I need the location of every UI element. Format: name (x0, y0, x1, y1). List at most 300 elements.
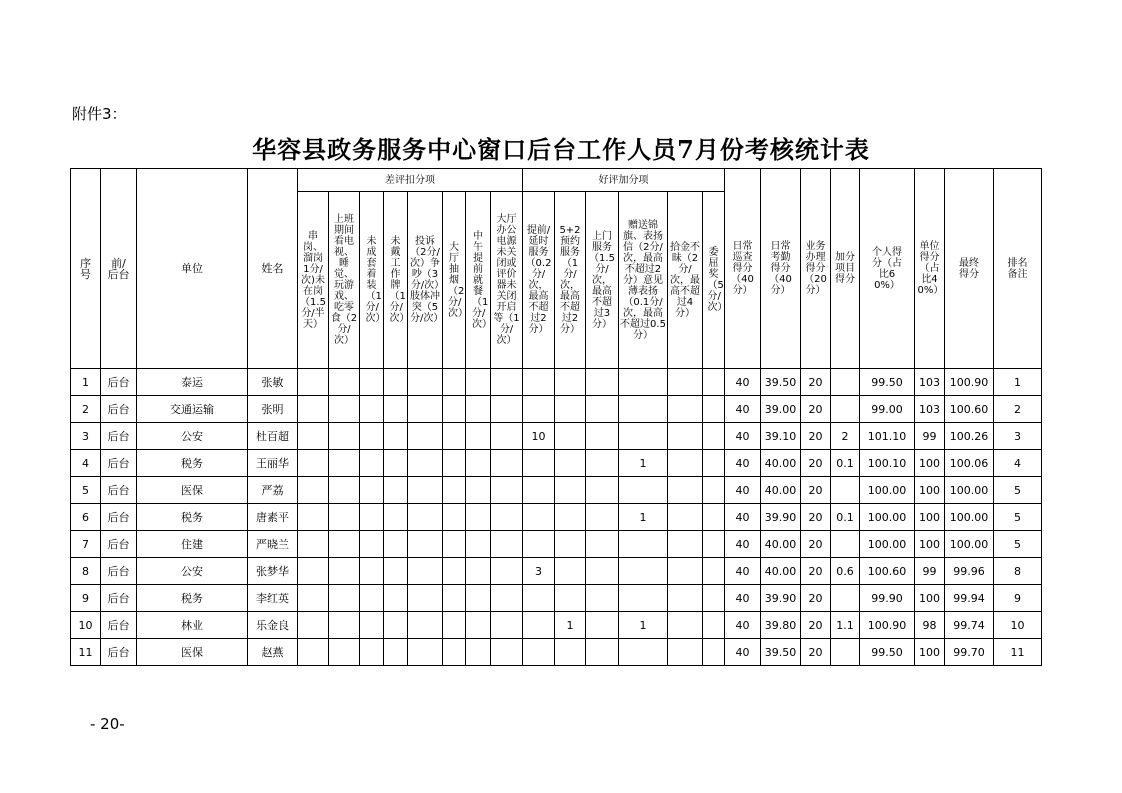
cell-attendance: 39.80 (761, 612, 801, 639)
cell-rank: 1 (994, 369, 1042, 396)
cell-name: 乐金良 (248, 612, 298, 639)
cell-deduct (443, 423, 466, 450)
cell-bonus-score (831, 531, 860, 558)
cell-bonus-banner (619, 531, 668, 558)
cell-bonus-grievance (703, 639, 725, 666)
cell-bonus-banner (619, 585, 668, 612)
cell-bonus-honesty (668, 585, 703, 612)
cell-front-back: 后台 (101, 558, 137, 585)
cell-unit-score: 100 (915, 477, 945, 504)
header-bonus-item: 赠送锦旗、表扬信（2分/次，最高不超过2分）意见薄表扬（0.1分/次，最高不超过0.5分） (619, 192, 668, 369)
cell-final: 99.96 (945, 558, 994, 585)
cell-front-back: 后台 (101, 639, 137, 666)
cell-bonus-score (831, 639, 860, 666)
cell-business: 20 (801, 639, 831, 666)
cell-deduct (298, 639, 329, 666)
cell-front-back: 后台 (101, 450, 137, 477)
cell-bonus-grievance (703, 396, 725, 423)
cell-bonus-score: 0.1 (831, 450, 860, 477)
table-row (71, 369, 1042, 396)
cell-name: 唐素平 (248, 504, 298, 531)
cell-deduct (408, 369, 443, 396)
header-name: 姓名 (248, 169, 298, 369)
table-row (71, 558, 1042, 585)
header-bonus-item: 上门服务（1.5分/次，最高不超过3分） (586, 192, 619, 369)
cell-bonus-score: 0.1 (831, 504, 860, 531)
header-bonus-item: 委屈奖（5分/次） (703, 192, 725, 369)
assessment-table (70, 168, 1042, 666)
cell-unit-score: 98 (915, 612, 945, 639)
cell-deduct (466, 558, 491, 585)
cell-deduct (298, 612, 329, 639)
header-bonus-item: 拾金不昧（2分/次，最高不超过4分） (668, 192, 703, 369)
cell-deduct (360, 585, 384, 612)
table-row (71, 612, 1042, 639)
header-rank: 排名备注 (994, 169, 1042, 369)
header-deduct-item: 串岗、溜岗1分/次)未在岗（1.5分/半天） (298, 192, 329, 369)
cell-deduct (360, 450, 384, 477)
cell-deduct (408, 477, 443, 504)
cell-bonus-appointment: 1 (555, 612, 586, 639)
cell-bonus-early-late (523, 639, 555, 666)
cell-bonus-honesty (668, 477, 703, 504)
cell-seq: 11 (71, 639, 101, 666)
cell-bonus-home (586, 396, 619, 423)
cell-deduct (329, 558, 360, 585)
cell-bonus-score (831, 369, 860, 396)
cell-deduct (360, 396, 384, 423)
cell-bonus-honesty (668, 558, 703, 585)
header-deduct-item: 大厅办公电源未关闭或评价器未关闭开启等（1分/次） (491, 192, 523, 369)
cell-bonus-home (586, 369, 619, 396)
cell-bonus-early-late (523, 531, 555, 558)
cell-deduct (408, 423, 443, 450)
cell-bonus-banner: 1 (619, 612, 668, 639)
cell-bonus-early-late (523, 450, 555, 477)
cell-bonus-home (586, 423, 619, 450)
cell-deduct (443, 558, 466, 585)
cell-deduct (491, 369, 523, 396)
cell-deduct (384, 612, 408, 639)
cell-final: 100.00 (945, 477, 994, 504)
cell-deduct (384, 369, 408, 396)
cell-bonus-early-late: 3 (523, 558, 555, 585)
cell-deduct (329, 612, 360, 639)
cell-deduct (360, 423, 384, 450)
cell-deduct (408, 531, 443, 558)
header-deduct-item: 中午提前就餐（1分/次） (466, 192, 491, 369)
cell-seq: 9 (71, 585, 101, 612)
cell-unit: 医保 (137, 477, 248, 504)
cell-unit: 医保 (137, 639, 248, 666)
cell-seq: 10 (71, 612, 101, 639)
cell-name: 赵燕 (248, 639, 298, 666)
cell-patrol: 40 (725, 450, 761, 477)
cell-final: 99.74 (945, 612, 994, 639)
header-bonus-score: 加分项目得分 (831, 169, 860, 369)
header-unit-score: 单位得分（占比40%） (915, 169, 945, 369)
cell-personal: 101.10 (860, 423, 915, 450)
cell-deduct (408, 639, 443, 666)
cell-patrol: 40 (725, 639, 761, 666)
cell-deduct (329, 423, 360, 450)
cell-deduct (466, 585, 491, 612)
cell-patrol: 40 (725, 585, 761, 612)
cell-bonus-banner (619, 558, 668, 585)
cell-deduct (360, 531, 384, 558)
cell-deduct (408, 504, 443, 531)
cell-bonus-honesty (668, 396, 703, 423)
cell-deduct (443, 504, 466, 531)
cell-bonus-banner (619, 423, 668, 450)
cell-bonus-score (831, 477, 860, 504)
table-row (71, 450, 1042, 477)
cell-unit: 税务 (137, 585, 248, 612)
header-deduct-item: 大厅抽烟（2分/次） (443, 192, 466, 369)
cell-bonus-home (586, 612, 619, 639)
cell-personal: 100.60 (860, 558, 915, 585)
cell-personal: 99.00 (860, 396, 915, 423)
cell-patrol: 40 (725, 369, 761, 396)
cell-deduct (384, 639, 408, 666)
cell-front-back: 后台 (101, 477, 137, 504)
cell-deduct (360, 639, 384, 666)
cell-bonus-score (831, 396, 860, 423)
cell-final: 100.60 (945, 396, 994, 423)
cell-deduct (329, 585, 360, 612)
cell-business: 20 (801, 369, 831, 396)
cell-deduct (491, 450, 523, 477)
cell-front-back: 后台 (101, 585, 137, 612)
cell-rank: 11 (994, 639, 1042, 666)
header-deduct-item: 上班期间看电视、睡觉、玩游戏、吃零食（2分/次） (329, 192, 360, 369)
cell-deduct (384, 423, 408, 450)
header-bonus-item: 提前/延时服务（0.2分/次，最高不超过2分） (523, 192, 555, 369)
cell-deduct (491, 423, 523, 450)
cell-rank: 2 (994, 396, 1042, 423)
cell-bonus-home (586, 639, 619, 666)
cell-deduct (329, 369, 360, 396)
cell-personal: 100.00 (860, 531, 915, 558)
cell-bonus-appointment (555, 585, 586, 612)
cell-deduct (384, 396, 408, 423)
header-front-back: 前/后台 (101, 169, 137, 369)
cell-deduct (408, 585, 443, 612)
cell-final: 100.90 (945, 369, 994, 396)
cell-name: 严晓兰 (248, 531, 298, 558)
cell-front-back: 后台 (101, 504, 137, 531)
cell-deduct (329, 477, 360, 504)
cell-deduct (443, 369, 466, 396)
cell-personal: 100.00 (860, 504, 915, 531)
cell-business: 20 (801, 396, 831, 423)
cell-seq: 3 (71, 423, 101, 450)
header-deduct-item: 投诉（2分/次）争吵（3分/次）肢体冲突（5分/次） (408, 192, 443, 369)
cell-front-back: 后台 (101, 396, 137, 423)
cell-deduct (466, 396, 491, 423)
cell-bonus-early-late: 10 (523, 423, 555, 450)
cell-bonus-grievance (703, 504, 725, 531)
cell-unit: 住建 (137, 531, 248, 558)
cell-bonus-banner (619, 477, 668, 504)
cell-business: 20 (801, 450, 831, 477)
cell-rank: 5 (994, 477, 1042, 504)
cell-deduct (298, 504, 329, 531)
header-final: 最终得分 (945, 169, 994, 369)
cell-deduct (298, 477, 329, 504)
cell-attendance: 39.90 (761, 585, 801, 612)
cell-deduct (298, 531, 329, 558)
cell-bonus-early-late (523, 612, 555, 639)
cell-rank: 3 (994, 423, 1042, 450)
cell-name: 李红英 (248, 585, 298, 612)
cell-deduct (491, 612, 523, 639)
cell-rank: 5 (994, 504, 1042, 531)
cell-bonus-appointment (555, 369, 586, 396)
cell-deduct (408, 396, 443, 423)
cell-deduct (443, 396, 466, 423)
cell-bonus-appointment (555, 396, 586, 423)
cell-attendance: 40.00 (761, 477, 801, 504)
cell-bonus-appointment (555, 423, 586, 450)
cell-rank: 9 (994, 585, 1042, 612)
cell-unit: 税务 (137, 504, 248, 531)
cell-deduct (298, 369, 329, 396)
cell-bonus-banner (619, 639, 668, 666)
cell-bonus-grievance (703, 450, 725, 477)
header-bonus-group: 好评加分项 (523, 169, 725, 192)
cell-deduct (466, 423, 491, 450)
cell-final: 100.26 (945, 423, 994, 450)
table-row (71, 396, 1042, 423)
cell-bonus-appointment (555, 450, 586, 477)
cell-deduct (360, 558, 384, 585)
cell-deduct (298, 558, 329, 585)
page-number: - 20- (90, 715, 125, 733)
cell-seq: 8 (71, 558, 101, 585)
cell-front-back: 后台 (101, 612, 137, 639)
header-deduct-group: 差评扣分项 (298, 169, 523, 192)
cell-deduct (384, 531, 408, 558)
cell-deduct (360, 612, 384, 639)
header-personal: 个人得分（占比60%） (860, 169, 915, 369)
cell-patrol: 40 (725, 423, 761, 450)
cell-business: 20 (801, 477, 831, 504)
cell-unit: 交通运输 (137, 396, 248, 423)
cell-bonus-home (586, 504, 619, 531)
cell-deduct (329, 639, 360, 666)
cell-final: 99.70 (945, 639, 994, 666)
attachment-label: 附件3： (72, 105, 127, 123)
cell-bonus-early-late (523, 504, 555, 531)
cell-patrol: 40 (725, 531, 761, 558)
table-row (71, 423, 1042, 450)
cell-personal: 99.50 (860, 639, 915, 666)
cell-bonus-grievance (703, 585, 725, 612)
cell-front-back: 后台 (101, 423, 137, 450)
cell-deduct (491, 558, 523, 585)
cell-attendance: 39.10 (761, 423, 801, 450)
cell-bonus-home (586, 531, 619, 558)
cell-bonus-banner: 1 (619, 450, 668, 477)
cell-deduct (491, 585, 523, 612)
cell-deduct (443, 585, 466, 612)
cell-unit: 林业 (137, 612, 248, 639)
cell-deduct (360, 477, 384, 504)
cell-bonus-banner (619, 369, 668, 396)
cell-attendance: 40.00 (761, 558, 801, 585)
cell-deduct (360, 504, 384, 531)
cell-bonus-grievance (703, 531, 725, 558)
cell-bonus-appointment (555, 639, 586, 666)
header-daily-patrol: 日常巡查得分（40分） (725, 169, 761, 369)
cell-unit-score: 100 (915, 585, 945, 612)
cell-rank: 4 (994, 450, 1042, 477)
cell-bonus-home (586, 450, 619, 477)
cell-rank: 8 (994, 558, 1042, 585)
cell-deduct (408, 612, 443, 639)
table-row (71, 639, 1042, 666)
cell-seq: 2 (71, 396, 101, 423)
table-row (71, 585, 1042, 612)
cell-deduct (466, 450, 491, 477)
header-bonus-item: 5+2预约服务（1分/次，最高不超过2分） (555, 192, 586, 369)
cell-deduct (443, 450, 466, 477)
cell-deduct (298, 450, 329, 477)
cell-deduct (384, 450, 408, 477)
cell-business: 20 (801, 531, 831, 558)
cell-name: 王丽华 (248, 450, 298, 477)
header-daily-attendance: 日常考勤得分（40分） (761, 169, 801, 369)
cell-bonus-grievance (703, 477, 725, 504)
table-row (71, 504, 1042, 531)
cell-unit: 公安 (137, 423, 248, 450)
cell-name: 杜百超 (248, 423, 298, 450)
cell-bonus-early-late (523, 585, 555, 612)
cell-bonus-appointment (555, 531, 586, 558)
cell-final: 100.00 (945, 504, 994, 531)
cell-bonus-home (586, 477, 619, 504)
cell-deduct (298, 423, 329, 450)
cell-attendance: 40.00 (761, 531, 801, 558)
cell-deduct (443, 531, 466, 558)
cell-bonus-score: 2 (831, 423, 860, 450)
cell-seq: 4 (71, 450, 101, 477)
cell-deduct (466, 612, 491, 639)
cell-attendance: 39.00 (761, 396, 801, 423)
cell-deduct (329, 504, 360, 531)
header-deduct-item: 未成套着装（1分/次） (360, 192, 384, 369)
cell-bonus-appointment (555, 504, 586, 531)
cell-unit: 泰运 (137, 369, 248, 396)
cell-bonus-honesty (668, 450, 703, 477)
cell-bonus-home (586, 558, 619, 585)
cell-unit-score: 99 (915, 423, 945, 450)
cell-unit-score: 100 (915, 639, 945, 666)
cell-bonus-grievance (703, 369, 725, 396)
cell-business: 20 (801, 504, 831, 531)
cell-attendance: 40.00 (761, 450, 801, 477)
cell-rank: 5 (994, 531, 1042, 558)
cell-patrol: 40 (725, 477, 761, 504)
cell-bonus-score: 0.6 (831, 558, 860, 585)
cell-unit-score: 103 (915, 369, 945, 396)
cell-deduct (329, 531, 360, 558)
header-unit: 单位 (137, 169, 248, 369)
cell-deduct (384, 504, 408, 531)
cell-deduct (360, 369, 384, 396)
cell-deduct (491, 396, 523, 423)
cell-bonus-honesty (668, 504, 703, 531)
cell-deduct (329, 396, 360, 423)
cell-bonus-home (586, 585, 619, 612)
cell-bonus-banner: 1 (619, 504, 668, 531)
cell-deduct (384, 558, 408, 585)
cell-patrol: 40 (725, 504, 761, 531)
cell-personal: 100.10 (860, 450, 915, 477)
cell-deduct (443, 639, 466, 666)
cell-bonus-honesty (668, 639, 703, 666)
header-business: 业务办理得分（20分） (801, 169, 831, 369)
cell-deduct (384, 585, 408, 612)
cell-bonus-appointment (555, 477, 586, 504)
header-seq: 序号 (71, 169, 101, 369)
cell-rank: 10 (994, 612, 1042, 639)
cell-seq: 7 (71, 531, 101, 558)
cell-bonus-honesty (668, 369, 703, 396)
cell-deduct (466, 531, 491, 558)
cell-deduct (443, 477, 466, 504)
cell-deduct (466, 639, 491, 666)
page-title: 华容县政务服务中心窗口后台工作人员7月份考核统计表 (252, 135, 870, 164)
cell-front-back: 后台 (101, 369, 137, 396)
cell-personal: 100.00 (860, 477, 915, 504)
cell-attendance: 39.50 (761, 369, 801, 396)
header-deduct-item: 未戴工作牌（1分/次） (384, 192, 408, 369)
cell-bonus-score (831, 585, 860, 612)
table-row (71, 477, 1042, 504)
cell-bonus-grievance (703, 423, 725, 450)
cell-deduct (443, 612, 466, 639)
cell-final: 99.94 (945, 585, 994, 612)
cell-deduct (408, 450, 443, 477)
cell-bonus-early-late (523, 477, 555, 504)
cell-personal: 99.90 (860, 585, 915, 612)
cell-deduct (329, 450, 360, 477)
cell-patrol: 40 (725, 612, 761, 639)
cell-seq: 1 (71, 369, 101, 396)
cell-unit-score: 100 (915, 504, 945, 531)
cell-bonus-grievance (703, 558, 725, 585)
cell-deduct (491, 639, 523, 666)
cell-attendance: 39.90 (761, 504, 801, 531)
cell-unit-score: 103 (915, 396, 945, 423)
cell-bonus-early-late (523, 369, 555, 396)
cell-business: 20 (801, 612, 831, 639)
cell-seq: 6 (71, 504, 101, 531)
cell-unit-score: 99 (915, 558, 945, 585)
cell-bonus-banner (619, 396, 668, 423)
cell-unit: 公安 (137, 558, 248, 585)
cell-deduct (408, 558, 443, 585)
cell-bonus-grievance (703, 612, 725, 639)
cell-deduct (466, 504, 491, 531)
cell-deduct (466, 477, 491, 504)
cell-patrol: 40 (725, 558, 761, 585)
cell-name: 张敏 (248, 369, 298, 396)
cell-final: 100.06 (945, 450, 994, 477)
cell-personal: 99.50 (860, 369, 915, 396)
